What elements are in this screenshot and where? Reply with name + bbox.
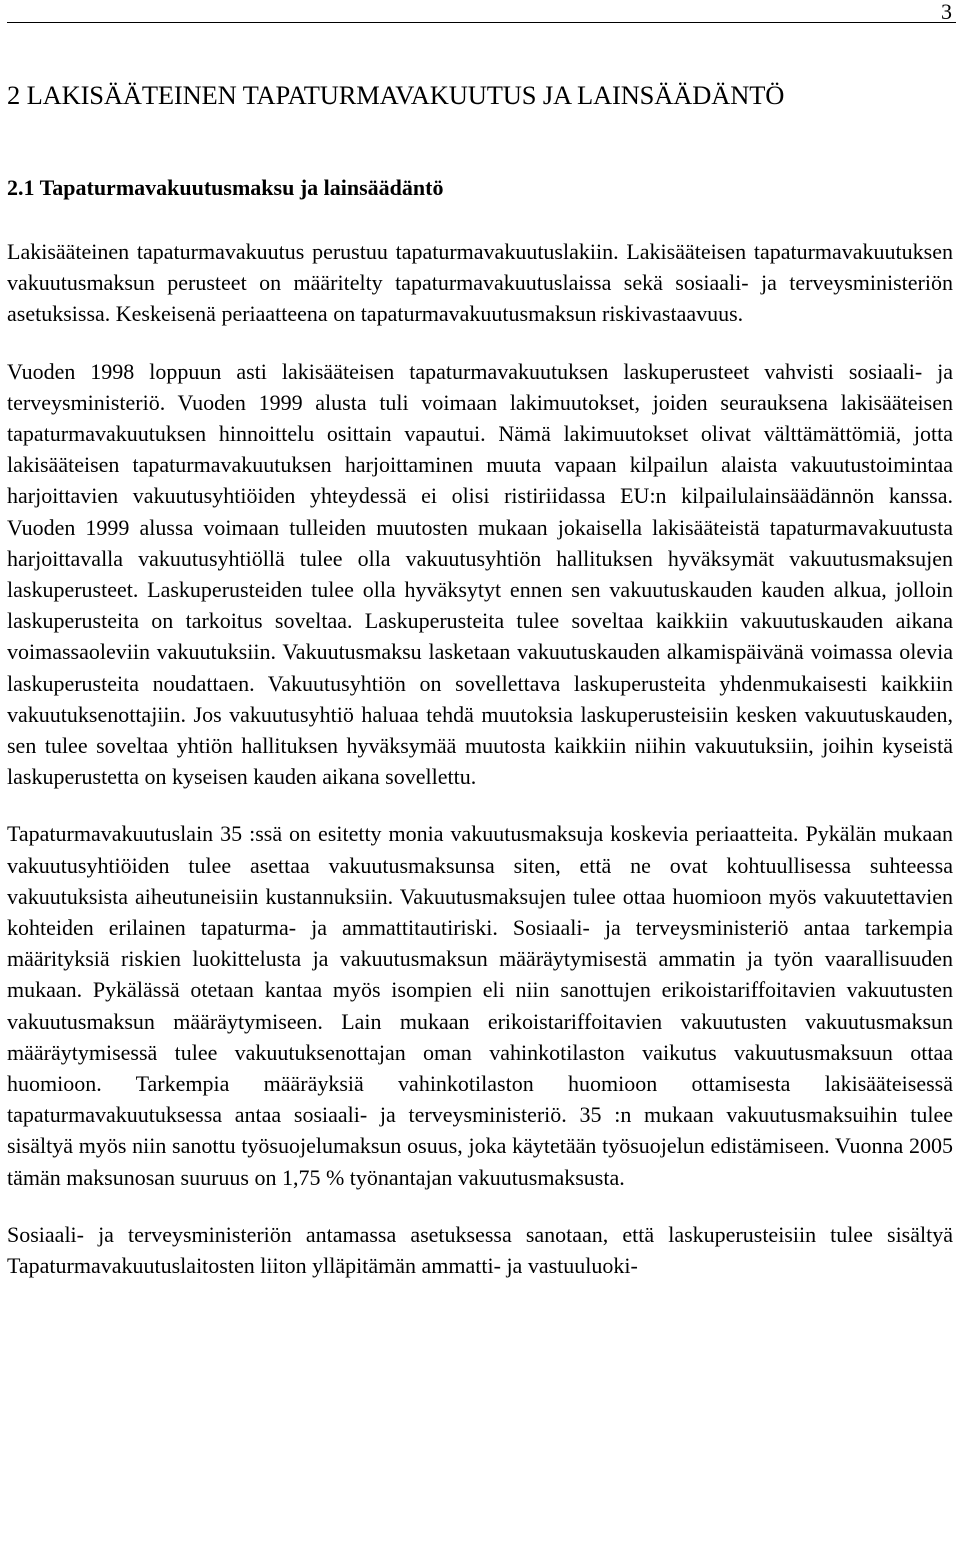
section-heading: 2.1 Tapaturmavakuutusmaksu ja lainsäädäntö <box>7 175 444 200</box>
page-number: 3 <box>941 0 952 24</box>
paragraph: Sosiaali- ja terveysministeriön antamassa asetuksessa sanotaan, että laskuperusteisiin tulee sisältyä Tapaturmavakuutuslaitosten liiton ylläpitämän ammatti- ja vastuuluoki- <box>7 1221 953 1279</box>
paragraph: Vuoden 1998 loppuun asti lakisääteisen tapaturmavakuutuksen laskuperusteet vahvisti sosiaali- ja terveysministeriö. Vuoden 1999 alusta tuli voimaan lakimuutokset, joiden seurauksena lakisääteisen tapaturmavakuutuksen hinnoittelu osittain vapautui. Nämä lakimuutokset olivat välttämättömiä, jotta lakisääteisen tapaturmavakuutuksen harjoittaminen muuta vapaan kilpailun alaista vakuutustoimintaa harjoittavien vakuutusyhtiöiden yhteydessä ei olisi ristiriidassa EU:n kilpailulainsäädännön kanssa. Vuoden 1999 alussa voimaan tulleiden muutosten mukaan jokaisella lakisääteistä tapaturmavakuutusta harjoittavalla vakuutusyhtiöllä tulee olla vakuutusyhtiön hallituksen hyväksymät vakuutusmaksujen laskuperusteet. Laskuperusteiden tulee olla hyväksytyt ennen sen vakuutuskauden kauden alkua, jolloin laskuperusteita on tarkoitus soveltaa. Laskuperusteita tulee soveltaa kaikkiin vakuutuskauden aikana voimassaoleviin vakuutuksiin. Vakuutusmaksu lasketaan vakuutuskauden alkamispäivänä voimassa olevia laskuperusteita noudattaen. Vakuutusyhtiön on sovellettava laskuperusteita yhdenmukaisesti kaikkiin vakuutuksenottajiin. Jos vakuutusyhtiö haluaa tehdä muutoksia laskuperusteisiin kesken vakuutuskauden, sen tulee soveltaa yhtiön hallituksen hyväksymää muutosta kaikkiin niihin vakuutuksiin, joihin kyseistä laskuperustetta on kyseisen kauden aikana sovellettu. <box>7 358 953 790</box>
chapter-heading: 2 LAKISÄÄTEINEN TAPATURMAVAKUUTUS JA LAINSÄÄDÄNTÖ <box>7 80 785 110</box>
header-rule <box>7 22 956 23</box>
page-content <box>7 78 953 1281</box>
paragraph: Tapaturmavakuutuslain 35 :ssä on esitetty monia vakuutusmaksuja koskevia periaatteita. Pykälän mukaan vakuutusyhtiöiden tulee asettaa vakuutusmaksunsa siten, että ne ovat kohtuullisessa suhteessa vakuutuksista aiheutuneisiin kustannuksiin. Vakuutusmaksujen tulee ottaa huomioon myös vakuutettavien kohteiden erilainen tapaturma- ja ammattitautiriski. Sosiaali- ja terveysministeriö antaa tarkempia määrityksiä riskien luokittelusta ja vakuutusmaksun määräytymisestä ammatin ja työn vaarallisuuden mukaan. Pykälässä otetaan kantaa myös isompien eli niin sanottujen erikoistariffoitavien vakuutusten vakuutusmaksun määräytymiseen. Lain mukaan erikoistariffoitavien vakuutusten vakuutusmaksun määräytymisessä tulee vakuutuksenottajan oman vahinkotilaston vaikutus vakuutusmaksuun ottaa huomioon. Tarkempia määräyksiä vahinkotilaston huomioon ottamisesta lakisääteisessä tapaturmavakuutuksessa antaa sosiaali- ja terveysministeriö. 35 :n mukaan vakuutusmaksuihin tulee sisältyä myös niin sanottu työsuojelumaksun osuus, joka käytetään työsuojelun edistämiseen. Vuonna 2005 tämän maksunosan suuruus on 1,75 % työnantajan vakuutusmaksusta. <box>7 821 953 1190</box>
paragraph: Lakisääteinen tapaturmavakuutus perustuu tapaturmavakuutuslakiin. Lakisääteisen tapaturmavakuutuksen vakuutusmaksun perusteet on määritelty tapaturmavakuutuslaissa sekä sosiaali- ja terveysministeriön asetuksissa. Keskeisenä periaatteena on tapaturmavakuutusmaksun riskivastaavuus. <box>7 239 953 327</box>
